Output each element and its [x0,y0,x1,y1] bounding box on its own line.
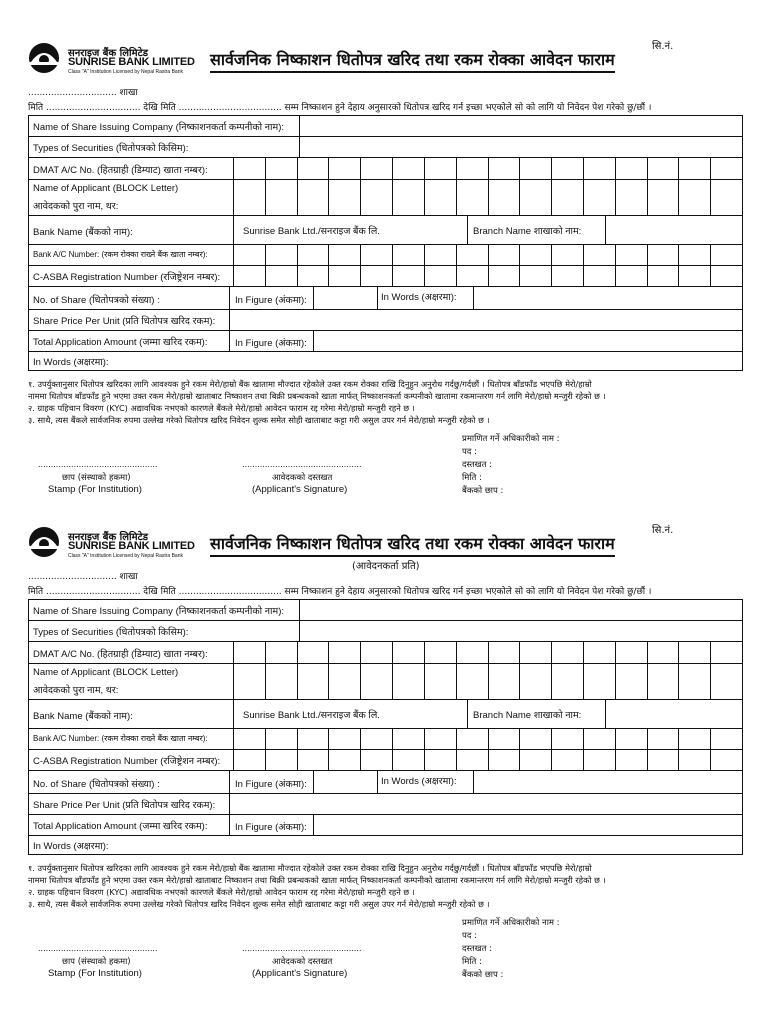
applicant-signature-en: (Applicant's Signature) [252,968,348,979]
character-box[interactable] [647,266,680,286]
character-box[interactable] [328,158,361,179]
branch-line[interactable]: ............................... शाखा [28,88,138,98]
character-box[interactable] [297,750,330,770]
character-box[interactable] [488,664,521,699]
character-box[interactable] [456,266,489,286]
character-box[interactable] [615,664,648,699]
character-box[interactable] [424,266,457,286]
company-row[interactable]: Name of Share Issuing Company (निष्काशनकर्ता कम्पनीको नाम): [29,600,742,621]
character-box[interactable] [615,266,648,286]
character-box[interactable] [456,729,489,749]
character-box[interactable] [551,158,584,179]
character-box[interactable] [710,729,743,749]
character-box[interactable] [233,180,266,215]
date-line[interactable]: मिति ................................. देखि मिति .................................... सम्म निष्काशन हुने देहाय अनुसारको धितोपत्र खरिद गर्न इच्छा भएकोले सो को लागि यो निवेदन पेश गरेको छु/छौं । [28,587,652,597]
character-box[interactable] [678,642,711,663]
character-box[interactable] [328,245,361,265]
bank-name-en: SUNRISE BANK LIMITED [68,56,195,68]
character-box[interactable] [615,750,648,770]
application-form-applicant-copy: सनराइज बैंक लिमिटेड SUNRISE BANK LIMITED Class "A" Institution Licensed by Nepal Rastra Bank सार्वजनिक निष्काशन धितोपत्र खरिद तथा रकम रोक्का आवेदन फाराम सि.नं. (आवेदनकर्ता प्रति) ............................... शाखा मिति ................................. देखि मिति .................................... सम्म निष्काशन हुने देहाय अनुसारको धितोपत्र खरिद गर्न इच्छा भएकोले सो को लागि यो निवेदन पेश गरेको छु/छौं । Name of Share Issuing Company (निष्काशनकर्ता कम्पनीको नाम): Types of Securities (धितोपत्रको किसिम): DMAT A/C No. (हितग्राही (डिम्याट) खाता नम्बर): Name of Applicant (BLOCK Letter) आवेदकको पुरा नाम, थर: Bank Name (बैंकको नाम): Sunrise Bank Ltd./सनराइज बैंक लि. Branch Name शाखाको नाम: Bank A/C Number: (रकम रोक्का राख्ने बैंक खाता नम्बर): C-ASBA Registration Number (रजिष्ट्रेशन नम्बर): No. of Share (धितोपत्रको संख्या) : In Figure (अंकमा): In Words (अक्षरमा): Share Price Per Unit (प्रति धितोपत्र खरिद रकम): Total Application Amount (जम्मा खरिद रकम): In Figure (अंकमा): In Words (अक्षरमा): १. उपर्युक्तानुसार धितोपत्र खरिदका लागि आवश्यक हुने रकम मेरो/हाम्रो बैंक खातामा मौज्दात रहेकोले उक्त रकम रोक्का राखि दिनुहुन अनुरोध गर्दछु/गर्दछौं । धितोपत्र बाँडफाँड भएपछि मेरो/हाम्रो नाममा धितोपत्र बाँडफाँड हुने भएमा उक्त रकम मेरो/हाम्रो खाताबाट निष्काशन तथा बिक्री प्रबन्धकको खाता मार्फत् निष्काशनकर्ता कम्पनीको खातामा रकमान्तरण गर्न लागि मेरो/हाम्रो मन्जुरी रहेको छ । २. ग्राहक पहिचान विवरण (KYC) अद्यावधिक नभएको कारणले बैंकले मेरो/हाम्रो आवेदन फाराम रद्द गरेमा मेरो/हाम्रो मन्जुरी रहने छ । ३. साथै, त्यस बैंकले सार्वजनिक रुपमा उल्लेख गरेको धितोपत्र खरिद निवेदन शुल्क समेत सोही खाताबाट कट्टा गरी असुल उपर गर्न मेरो/हाम्रो मन्जुरी रहेको छ । ............................................... छाप (संस्थाको हकमा) Stamp (For Institution) ............................................... आवेदकको दस्तखत (Applicant's Signature) प्रमाणित गर्ने अधिकारीको नाम : पद : दस्तखत : मिति : बैंकको छाप : [0,484,768,984]
branch-line[interactable]: ............................... शाखा [28,572,138,582]
character-box[interactable] [647,158,680,179]
bank-tagline: Class "A" Institution Licensed by Nepal Rastra Bank [68,553,183,559]
authority-block: प्रमाणित गर्ने अधिकारीको नाम : पद : दस्तखत : मिति : बैंकको छाप : [462,918,560,980]
form-title: सार्वजनिक निष्काशन धितोपत्र खरिद तथा रकम रोक्का आवेदन फाराम [210,532,615,557]
character-box[interactable] [456,664,489,699]
stamp-label-en: Stamp (For Institution) [48,484,142,495]
character-box[interactable] [328,729,361,749]
stamp-label-en: Stamp (For Institution) [48,968,142,979]
bank-tagline: Class "A" Institution Licensed by Nepal Rastra Bank [68,69,183,75]
terms-notes: १. उपर्युक्तानुसार धितोपत्र खरिदका लागि आवश्यक हुने रकम मेरो/हाम्रो बैंक खातामा मौज्दात रहेकोले उक्त रकम रोक्का राखि दिनुहुन अनुरोध गर्दछु/गर्दछौं । धितोपत्र बाँडफाँड भएपछि मेरो/हाम्रो नाममा धितोपत्र बाँडफाँड हुने भएमा उक्त रकम मेरो/हाम्रो खाताबाट निष्काशन तथा बिक्री प्रबन्धकको खाता मार्फत् निष्काशनकर्ता कम्पनीको खातामा रकमान्तरण गर्न लागि मेरो/हाम्रो मन्जुरी रहेको छ । २. ग्राहक पहिचान विवरण (KYC) अद्यावधिक नभएको कारणले बैंकले मेरो/हाम्रो आवेदन फाराम रद्द गरेमा मेरो/हाम्रो मन्जुरी रहने छ । ३. साथै, त्यस बैंकले सार्वजनिक रुपमा उल्लेख गरेको धितोपत्र खरिद निवेदन शुल्क समेत सोही खाताबाट कट्टा गरी असुल उपर गर्न मेरो/हाम्रो मन्जुरी रहेको छ । [28,863,606,909]
application-form-bank-copy: सनराइज बैंक लिमिटेड SUNRISE BANK LIMITED Class "A" Institution Licensed by Nepal Rastra Bank सार्वजनिक निष्काशन धितोपत्र खरिद तथा रकम रोक्का आवेदन फाराम सि.नं. ............................... शाखा मिति ................................. देखि मिति .................................... सम्म निष्काशन हुने देहाय अनुसारको धितोपत्र खरिद गर्न इच्छा भएकोले सो को लागि यो निवेदन पेश गरेको छु/छौं । Name of Share Issuing Company (निष्काशनकर्ता कम्पनीको नाम): Types of Securities (धितोपत्रको किसिम): DMAT A/C No. (हितग्राही (डिम्याट) खाता नम्बर): Name of Applicant (BLOCK Letter) आवेदकको पुरा नाम, थर: Bank Name (बैंकको नाम): Sunrise Bank Ltd./सनराइज बैंक लि. Branch Name शाखाको नाम: Bank A/C Number: (रकम रोक्का राख्ने बैंक खाता नम्बर): C-ASBA Registration Number (रजिष्ट्रेशन नम्बर): No. of Share (धितोपत्रको संख्या) : In Figure (अंकमा): In Words (अक्षरमा): Share Price Per Unit (प्रति धितोपत्र खरिद रकम): Total Application Amount (जम्मा खरिद रकम): In Figure (अंकमा): In Words (अक्षरमा): १. उपर्युक्तानुसार धितोपत्र खरिदका लागि आवश्यक हुने रकम मेरो/हाम्रो बैंक खातामा मौज्दात रहेकोले उक्त रकम रोक्का राखि दिनुहुन अनुरोध गर्दछु/गर्दछौं । धितोपत्र बाँडफाँड भएपछि मेरो/हाम्रो नाममा धितोपत्र बाँडफाँड हुने भएमा उक्त रकम मेरो/हाम्रो खाताबाट निष्काशन तथा बिक्री प्रबन्धकको खाता मार्फत् निष्काशनकर्ता कम्पनीको खातामा रकमान्तरण गर्न लागि मेरो/हाम्रो मन्जुरी रहेको छ । २. ग्राहक पहिचान विवरण (KYC) अद्यावधिक नभएको कारणले बैंकले मेरो/हाम्रो आवेदन फाराम रद्द गरेमा मेरो/हाम्रो मन्जुरी रहने छ । ३. साथै, त्यस बैंकले सार्वजनिक रुपमा उल्लेख गरेको धितोपत्र खरिद निवेदन शुल्क समेत सोही खाताबाट कट्टा गरी असुल उपर गर्न मेरो/हाम्रो मन्जुरी रहेको छ । ............................................... छाप (संस्थाको हकमा) Stamp (For Institution) ............................................... आवेदकको दस्तखत (Applicant's Signature) प्रमाणित गर्ने अधिकारीको नाम : पद : दस्तखत : मिति : बैंकको छाप : [0,0,768,500]
applicant-signature-np: आवेदकको दस्तखत [272,473,333,483]
character-box[interactable] [233,664,266,699]
character-box[interactable] [456,180,489,215]
character-box[interactable] [392,729,425,749]
character-box[interactable] [392,245,425,265]
share-count-row[interactable]: No. of Share (धितोपत्रको संख्या) : In Figure (अंकमा): In Words (अक्षरमा): [29,771,742,794]
character-box[interactable] [328,750,361,770]
character-box[interactable] [360,750,393,770]
character-box[interactable] [328,664,361,699]
character-box[interactable] [297,245,330,265]
bank-name-value: Sunrise Bank Ltd./सनराइज बैंक लि. [243,226,380,237]
sunrise-logo-icon [24,40,68,76]
character-box[interactable] [551,266,584,286]
amount-words-row[interactable]: In Words (अक्षरमा): [33,357,109,368]
character-box[interactable] [647,642,680,663]
character-box[interactable] [360,642,393,663]
character-box[interactable] [551,664,584,699]
applicant-signature-np: आवेदकको दस्तखत [272,957,333,967]
character-box[interactable] [265,266,298,286]
character-box[interactable] [488,729,521,749]
copy-label: (आवेदनकर्ता प्रति) [352,561,420,572]
character-box[interactable] [424,245,457,265]
character-box[interactable] [265,750,298,770]
casba-row[interactable]: C-ASBA Registration Number (रजिष्ट्रेशन नम्बर): [29,266,742,287]
bank-account-row[interactable]: Bank A/C Number: (रकम रोक्का राख्ने बैंक खाता नम्बर): [29,245,742,266]
character-box[interactable] [519,245,552,265]
character-box[interactable] [615,180,648,215]
share-count-row[interactable]: No. of Share (धितोपत्रको संख्या) : In Figure (अंकमा): In Words (अक्षरमा): [29,287,742,310]
character-box[interactable] [647,664,680,699]
character-box[interactable] [615,642,648,663]
character-box[interactable] [233,750,266,770]
stamp-label-np: छाप (संस्थाको हकमा) [62,473,131,483]
character-box[interactable] [265,180,298,215]
character-box[interactable] [360,158,393,179]
character-box[interactable] [456,158,489,179]
character-box[interactable] [678,158,711,179]
character-box[interactable] [233,729,266,749]
character-box[interactable] [551,750,584,770]
character-box[interactable] [488,642,521,663]
character-box[interactable] [583,729,616,749]
share-price-row[interactable]: Share Price Per Unit (प्रति धितोपत्र खरिद रकम): [29,794,742,815]
serial-number-label: सि.नं. [652,525,674,536]
character-box[interactable] [297,180,330,215]
character-box[interactable] [678,245,711,265]
terms-notes: १. उपर्युक्तानुसार धितोपत्र खरिदका लागि आवश्यक हुने रकम मेरो/हाम्रो बैंक खातामा मौज्दात रहेकोले उक्त रकम रोक्का राखि दिनुहुन अनुरोध गर्दछु/गर्दछौं । धितोपत्र बाँडफाँड भएपछि मेरो/हाम्रो नाममा धितोपत्र बाँडफाँड हुने भएमा उक्त रकम मेरो/हाम्रो खाताबाट निष्काशन तथा बिक्री प्रबन्धकको खाता मार्फत् निष्काशनकर्ता कम्पनीको खातामा रकमान्तरण गर्न लागि मेरो/हाम्रो मन्जुरी रहेको छ । २. ग्राहक पहिचान विवरण (KYC) अद्यावधिक नभएको कारणले बैंकले मेरो/हाम्रो आवेदन फाराम रद्द गरेमा मेरो/हाम्रो मन्जुरी रहने छ । ३. साथै, त्यस बैंकले सार्वजनिक रुपमा उल्लेख गरेको धितोपत्र खरिद निवेदन शुल्क समेत सोही खाताबाट कट्टा गरी असुल उपर गर्न मेरो/हाम्रो मन्जुरी रहेको छ । [28,379,606,425]
securities-row[interactable]: Types of Securities (धितोपत्रको किसिम): [29,621,742,642]
character-box[interactable] [678,266,711,286]
stamp-label-np: छाप (संस्थाको हकमा) [62,957,131,967]
application-table [28,599,743,855]
character-box[interactable] [328,180,361,215]
character-box[interactable] [360,729,393,749]
character-box[interactable] [710,266,743,286]
application-table [28,115,743,371]
character-box[interactable] [488,245,521,265]
character-box[interactable] [265,664,298,699]
share-price-row[interactable]: Share Price Per Unit (प्रति धितोपत्र खरिद रकम): [29,310,742,331]
bank-name-row[interactable]: Bank Name (बैंकको नाम): Sunrise Bank Ltd./सनराइज बैंक लि. Branch Name शाखाको नाम: [29,216,742,245]
character-box[interactable] [328,642,361,663]
character-box[interactable] [710,664,743,699]
character-box[interactable] [456,245,489,265]
character-box[interactable] [519,180,552,215]
character-box[interactable] [233,245,266,265]
character-box[interactable] [424,750,457,770]
character-box[interactable] [647,729,680,749]
character-box[interactable] [424,729,457,749]
total-amount-row[interactable]: Total Application Amount (जम्मा खरिद रकम): In Figure (अंकमा): [29,815,742,836]
bank-account-row[interactable]: Bank A/C Number: (रकम रोक्का राख्ने बैंक खाता नम्बर): [29,729,742,750]
bank-name-np: सनराइज बैंक लिमिटेड [68,48,149,59]
character-box[interactable] [392,750,425,770]
character-box[interactable] [233,642,266,663]
bank-name-np: सनराइज बैंक लिमिटेड [68,532,149,543]
bank-name-en: SUNRISE BANK LIMITED [68,540,195,552]
character-box[interactable] [615,729,648,749]
character-box[interactable] [297,266,330,286]
character-box[interactable] [392,266,425,286]
character-box[interactable] [551,642,584,663]
character-box[interactable] [583,180,616,215]
character-box[interactable] [265,158,298,179]
character-box[interactable] [519,158,552,179]
character-box[interactable] [551,729,584,749]
character-box[interactable] [647,245,680,265]
character-box[interactable] [583,266,616,286]
character-box[interactable] [519,266,552,286]
character-box[interactable] [297,664,330,699]
character-box[interactable] [488,750,521,770]
character-box[interactable] [710,180,743,215]
character-box[interactable] [615,158,648,179]
character-box[interactable] [360,664,393,699]
applicant-row[interactable]: Name of Applicant (BLOCK Letter) आवेदकको पुरा नाम, थर: [29,664,742,700]
character-box[interactable] [583,158,616,179]
character-box[interactable] [519,664,552,699]
character-box[interactable] [424,180,457,215]
character-box[interactable] [678,750,711,770]
character-box[interactable] [583,750,616,770]
character-box[interactable] [392,642,425,663]
character-box[interactable] [678,729,711,749]
character-box[interactable] [328,266,361,286]
character-box[interactable] [360,266,393,286]
character-box[interactable] [710,750,743,770]
character-box[interactable] [710,158,743,179]
character-box[interactable] [583,664,616,699]
character-box[interactable] [424,664,457,699]
character-box[interactable] [392,664,425,699]
character-box[interactable] [360,245,393,265]
character-box[interactable] [551,245,584,265]
character-box[interactable] [710,642,743,663]
character-box[interactable] [551,180,584,215]
character-box[interactable] [297,642,330,663]
character-box[interactable] [424,158,457,179]
casba-row[interactable]: C-ASBA Registration Number (रजिष्ट्रेशन नम्बर): [29,750,742,771]
character-box[interactable] [424,642,457,663]
character-box[interactable] [488,180,521,215]
amount-words-row[interactable]: In Words (अक्षरमा): [33,841,109,852]
character-box[interactable] [297,158,330,179]
character-box[interactable] [488,266,521,286]
applicant-signature-en: (Applicant's Signature) [252,484,348,495]
character-box[interactable] [265,729,298,749]
character-box[interactable] [519,642,552,663]
character-box[interactable] [233,158,266,179]
character-box[interactable] [710,245,743,265]
character-box[interactable] [647,180,680,215]
applicant-row[interactable]: Name of Applicant (BLOCK Letter) आवेदकको पुरा नाम, थर: [29,180,742,216]
character-box[interactable] [678,664,711,699]
character-box[interactable] [297,729,330,749]
character-box[interactable] [488,158,521,179]
character-box[interactable] [519,729,552,749]
character-box[interactable] [360,180,393,215]
character-box[interactable] [456,642,489,663]
character-box[interactable] [678,180,711,215]
sunrise-logo-icon [24,524,68,560]
character-box[interactable] [647,750,680,770]
character-box[interactable] [519,750,552,770]
character-box[interactable] [615,245,648,265]
bank-name-value: Sunrise Bank Ltd./सनराइज बैंक लि. [243,710,380,721]
character-box[interactable] [392,180,425,215]
date-line[interactable]: मिति ................................. देखि मिति .................................... सम्म निष्काशन हुने देहाय अनुसारको धितोपत्र खरिद गर्न इच्छा भएकोले सो को लागि यो निवेदन पेश गरेको छु/छौं । [28,103,652,113]
serial-number-label: सि.नं. [652,41,674,52]
character-box[interactable] [583,642,616,663]
character-box[interactable] [233,266,266,286]
character-box[interactable] [265,642,298,663]
character-box[interactable] [392,158,425,179]
dmat-row[interactable]: DMAT A/C No. (हितग्राही (डिम्याट) खाता नम्बर): [29,642,742,664]
form-title: सार्वजनिक निष्काशन धितोपत्र खरिद तथा रकम रोक्का आवेदन फाराम [210,48,615,73]
character-box[interactable] [265,245,298,265]
character-box[interactable] [583,245,616,265]
securities-row[interactable]: Types of Securities (धितोपत्रको किसिम): [29,137,742,158]
authority-block: प्रमाणित गर्ने अधिकारीको नाम : पद : दस्तखत : मिति : बैंकको छाप : [462,434,560,496]
character-box[interactable] [456,750,489,770]
total-amount-row[interactable]: Total Application Amount (जम्मा खरिद रकम): In Figure (अंकमा): [29,331,742,352]
bank-name-row[interactable]: Bank Name (बैंकको नाम): Sunrise Bank Ltd./सनराइज बैंक लि. Branch Name शाखाको नाम: [29,700,742,729]
dmat-row[interactable]: DMAT A/C No. (हितग्राही (डिम्याट) खाता नम्बर): [29,158,742,180]
company-row[interactable]: Name of Share Issuing Company (निष्काशनकर्ता कम्पनीको नाम): [29,116,742,137]
